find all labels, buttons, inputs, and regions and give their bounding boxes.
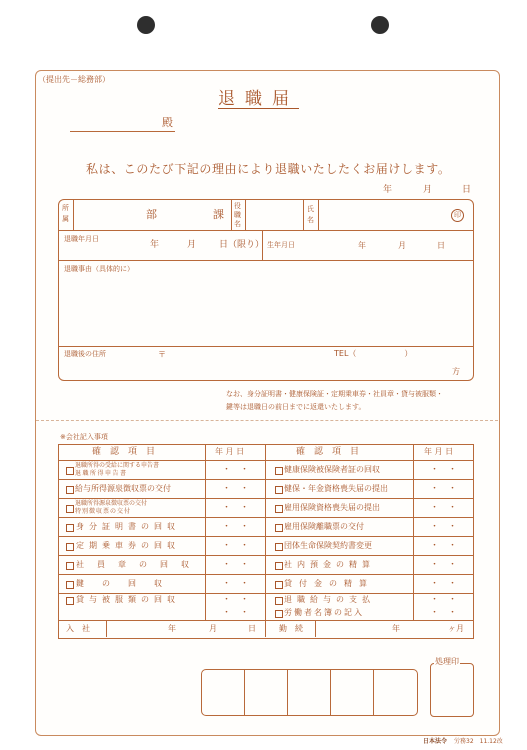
tenure-label: 勤 続 <box>279 624 303 633</box>
left-item-7: 貸与被服類の回収 <box>76 595 180 604</box>
return-note-line1: なお、身分証明書・健康保険証・定期乗車券・社員章・貸与被服類・ <box>226 390 443 398</box>
stamp-divider <box>287 670 288 715</box>
left-item-6: 鍵の回収 <box>76 579 180 588</box>
right-item-1: 健保・年金資格喪失届の提出 <box>284 484 388 493</box>
dept-label-divider <box>73 200 74 230</box>
col-date-left: 年 月 日 <box>215 447 245 456</box>
tenure-label-divider <box>315 621 316 637</box>
left-item-1: 給与所得源泉徴収票の交付 <box>75 484 171 493</box>
birth-year: 年 <box>358 241 366 250</box>
checkbox-left-6[interactable] <box>66 581 74 589</box>
address-label: 退職後の住所 <box>64 350 106 358</box>
position-label-divider <box>245 200 246 230</box>
center-divider <box>265 445 266 637</box>
date-day: 日 <box>462 185 472 195</box>
row-line <box>59 555 473 556</box>
dept-label: 所属 <box>62 204 69 223</box>
right-item-4: 団体生命保険契約書変更 <box>284 541 372 550</box>
stamp-divider <box>330 670 331 715</box>
checkbox-right-3[interactable] <box>275 524 283 532</box>
checkbox-right-7[interactable] <box>275 597 283 605</box>
name-divider <box>303 200 304 230</box>
row-line <box>59 620 473 621</box>
date-dots: ・ ・ <box>222 484 250 494</box>
right-item-8: 労働者名簿の記入 <box>284 608 364 617</box>
postal-mark: 〒 <box>158 350 166 359</box>
tel-label: TEL（ ） <box>334 349 413 358</box>
checkbox-left-5[interactable] <box>66 562 74 570</box>
retire-year: 年 <box>150 240 160 250</box>
checkbox-right-0[interactable] <box>275 467 283 475</box>
left-item-0b: 退職所得申告書 <box>75 470 128 477</box>
birth-divider <box>262 231 263 260</box>
position-divider <box>231 200 232 230</box>
left-item-5: 社員章の回収 <box>76 560 202 569</box>
join-day: 日 <box>248 624 256 633</box>
date-dots: ・ ・ <box>222 522 250 532</box>
right-item-3: 雇用保険離職票の交付 <box>284 522 364 531</box>
form-title: 退職届 <box>218 89 299 109</box>
submit-to-label: （提出先－総務部） <box>38 75 110 84</box>
brand-logo: 日本法令 <box>423 738 448 745</box>
punch-hole-right <box>371 16 389 34</box>
checkbox-right-1[interactable] <box>275 486 283 494</box>
right-item-7: 退職給与の支払 <box>284 595 375 604</box>
date-dots: ・ ・ <box>222 595 250 605</box>
date-dots: ・ ・ <box>430 465 458 475</box>
checkbox-left-3[interactable] <box>66 524 74 532</box>
date-dots: ・ ・ <box>430 484 458 494</box>
ka-label[interactable]: 課 <box>213 208 224 221</box>
date-year: 年 <box>383 185 393 195</box>
statement-text: 私は、このたび下記の理由により退職いたしたくお届けします。 <box>86 162 451 176</box>
join-label: 入 社 <box>66 624 90 633</box>
date-dots: ・ ・ <box>430 560 458 570</box>
stamp-divider <box>244 670 245 715</box>
tenure-year: 年 <box>392 624 400 633</box>
row-line <box>59 536 473 537</box>
col-item-left: 確 認 項 目 <box>92 447 156 457</box>
checkbox-left-4[interactable] <box>66 543 74 551</box>
col-item-right: 確 認 項 目 <box>296 447 360 457</box>
date-dots: ・ ・ <box>222 503 250 513</box>
birth-date-label: 生年月日 <box>267 241 295 249</box>
date-month: 月 <box>423 185 433 195</box>
checkbox-left-0[interactable] <box>66 467 74 475</box>
date-dots: ・ ・ <box>222 541 250 551</box>
date-dots: ・ ・ <box>430 595 458 605</box>
form-code: 労務32 11.12改 <box>454 738 503 745</box>
tenure-months: ヶ月 <box>448 624 464 633</box>
row2-bottom <box>59 260 473 261</box>
company-section-caption: ※会社記入事項 <box>60 433 108 441</box>
punch-hole-left <box>137 16 155 34</box>
left-item-4: 定期乗車券の回収 <box>76 541 180 550</box>
join-month: 月 <box>209 624 217 633</box>
checkbox-right-2[interactable] <box>275 505 283 513</box>
right-item-2: 雇用保険資格喪失届の提出 <box>284 503 380 512</box>
row-line <box>59 498 473 499</box>
seal-mark: 印 <box>451 209 464 222</box>
approval-stamp-area <box>201 669 418 716</box>
row-line <box>59 574 473 575</box>
date-dots: ・ ・ <box>430 503 458 513</box>
col-date-right: 年 月 日 <box>424 447 454 456</box>
date-dots: ・ ・ <box>430 608 458 618</box>
addressee-suffix: 殿 <box>162 116 173 129</box>
date-dots: ・ ・ <box>430 522 458 532</box>
row-line <box>59 479 473 480</box>
reason-label: 退職事由（具体的に） <box>64 265 134 273</box>
kata-label: 方 <box>452 367 460 376</box>
right-item-5: 社内預金の精算 <box>284 560 375 569</box>
name-label-divider <box>318 200 319 230</box>
checkbox-right-8[interactable] <box>275 610 283 618</box>
name-label: 氏名 <box>307 205 314 224</box>
row-line <box>59 460 473 461</box>
row1-bottom <box>59 230 473 231</box>
checkbox-right-4[interactable] <box>275 543 283 551</box>
checkbox-left-2[interactable] <box>66 505 74 513</box>
addressee-line <box>70 131 175 132</box>
return-note-line2: 鍵等は退職日の前日までに返還いたします。 <box>226 403 366 411</box>
right-item-6: 貸付金の精算 <box>284 579 374 588</box>
birth-month: 月 <box>398 241 406 250</box>
row-line <box>59 517 473 518</box>
checkbox-left-7[interactable] <box>66 597 74 605</box>
checkbox-right-5[interactable] <box>275 562 283 570</box>
position-label: 役職名 <box>234 202 241 228</box>
checkbox-right-6[interactable] <box>275 581 283 589</box>
date-dots: ・ ・ <box>222 560 250 570</box>
retire-month: 月 <box>187 240 197 250</box>
date-dots: ・ ・ <box>430 579 458 589</box>
left-item-2b: 特別徴収票の交付 <box>75 508 132 515</box>
retire-day: 日（限り） <box>219 240 265 250</box>
left-item-2a: 退職所得源泉徴収票の交付 <box>75 500 148 507</box>
row-line <box>59 593 473 594</box>
fold-line <box>36 420 498 421</box>
birth-day: 日 <box>437 241 445 250</box>
date-dots: ・ ・ <box>222 465 250 475</box>
checkbox-left-1[interactable] <box>66 486 74 494</box>
handling-stamp-box <box>430 663 474 717</box>
left-item-3: 身分証明書の回収 <box>76 522 180 531</box>
date-dots: ・ ・ <box>222 608 250 618</box>
date-dots: ・ ・ <box>430 541 458 551</box>
date-dots: ・ ・ <box>222 579 250 589</box>
reason-bottom <box>59 346 473 347</box>
join-label-divider <box>106 621 107 637</box>
left-item-0a: 退職所得の受給に関する申告書 <box>75 462 160 469</box>
join-year: 年 <box>168 624 176 633</box>
handling-stamp-label: 処理印 <box>435 657 459 666</box>
right-item-0: 健康保険被保険者証の回収 <box>284 465 380 474</box>
retire-date-label: 退職年月日 <box>64 235 99 243</box>
stamp-divider <box>373 670 374 715</box>
bu-label[interactable]: 部 <box>146 208 157 221</box>
